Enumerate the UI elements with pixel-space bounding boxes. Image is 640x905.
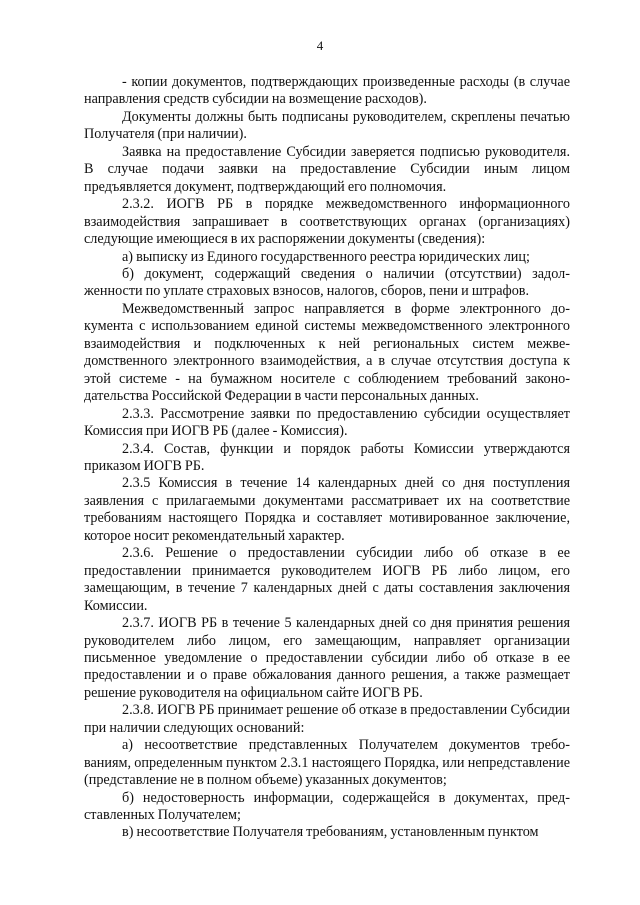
- paragraph: в) несоответствие Получателя требованиям, установленным пунктом: [122, 824, 539, 841]
- paragraph: 2.3.4. Состав, функции и порядок работы Комиссии утверждаются приказом ИОГВ РБ.: [84, 440, 570, 474]
- document-body: [84, 74, 570, 842]
- paragraph: Межведомственный запрос направляется в форме электронного документа с использованием единой системы межведомственного электронного взаимодействия и подключенных к ней региональных систем межведомственного электронного взаимодействия, а в случае отсутствия доступа к этой системе - на бумажном носителе с соблюдением требований законодательства Российской Федерации в части персональных данных.: [84, 300, 570, 405]
- paragraph: Заявка на предоставление Субсидии заверяется подписью руководителя. В случае подачи заявки на предоставление Субсидии иным лицом предъявляется документ, подтверждающий его полномочия.: [84, 143, 570, 195]
- paragraph: 2.3.2. ИОГВ РБ в порядке межведомственного информационного взаимодействия запрашивает в соответствующих органах (организациях) следующие имеющиеся в их распоряжении документы (сведения):: [84, 196, 570, 248]
- paragraph: а) выписку из Единого государственного реестра юридических лиц;: [122, 248, 530, 265]
- paragraph: б) недостоверность информации, содержащейся в документах, представленных Получателем;: [84, 789, 570, 824]
- paragraph: б) документ, содержащий сведения о наличии (отсутствии) задолженности по уплате страховых взносов, налогов, сборов, пени и штрафов.: [84, 265, 570, 300]
- paragraph: Документы должны быть подписаны руководителем, скреплены печатью Получателя (при наличии).: [84, 108, 570, 143]
- paragraph: - копии документов, подтверждающих произведенные расходы (в случае направления средств субсидии на возмещение расходов).: [84, 74, 570, 108]
- paragraph: 2.3.7. ИОГВ РБ в течение 5 календарных дней со дня принятия решения руководителем либо лицом, его замещающим, направляет организации письменное уведомление о предоставлении субсидии либо об отказе в ее предоставлении и о праве обжалования данного решения, а также размещает решение руководителя на официальном сайте ИОГВ РБ.: [84, 615, 570, 701]
- paragraph: 2.3.6. Решение о предоставлении субсидии либо об отказе в ее предоставлении принимается руководителем ИОГВ РБ либо лицом, его замещающим, в течение 7 календарных дней с даты составления заключения Комиссии.: [84, 545, 570, 614]
- paragraph: 2.3.8. ИОГВ РБ принимает решение об отказе в предоставлении Субсидии при наличии следующих оснований:: [84, 702, 570, 736]
- paragraph: а) несоответствие представленных Получателем документов требованиям, определенным пунктом 2.3.1 настоящего Порядка, или непредставление (представление не в полном объеме) указанных документов;: [84, 737, 570, 789]
- paragraph: 2.3.5 Комиссия в течение 14 календарных дней со дня поступления заявления с прилагаемыми документами рассматривает их на соответствие требованиям настоящего Порядка и составляет мотивированное заключение, которое носит рекомендательный характер.: [84, 475, 570, 544]
- page-number: 4: [316, 38, 324, 53]
- paragraph: 2.3.3. Рассмотрение заявки по предоставлению субсидии осуществляет Комиссия при ИОГВ РБ (далее - Комиссия).: [84, 405, 570, 440]
